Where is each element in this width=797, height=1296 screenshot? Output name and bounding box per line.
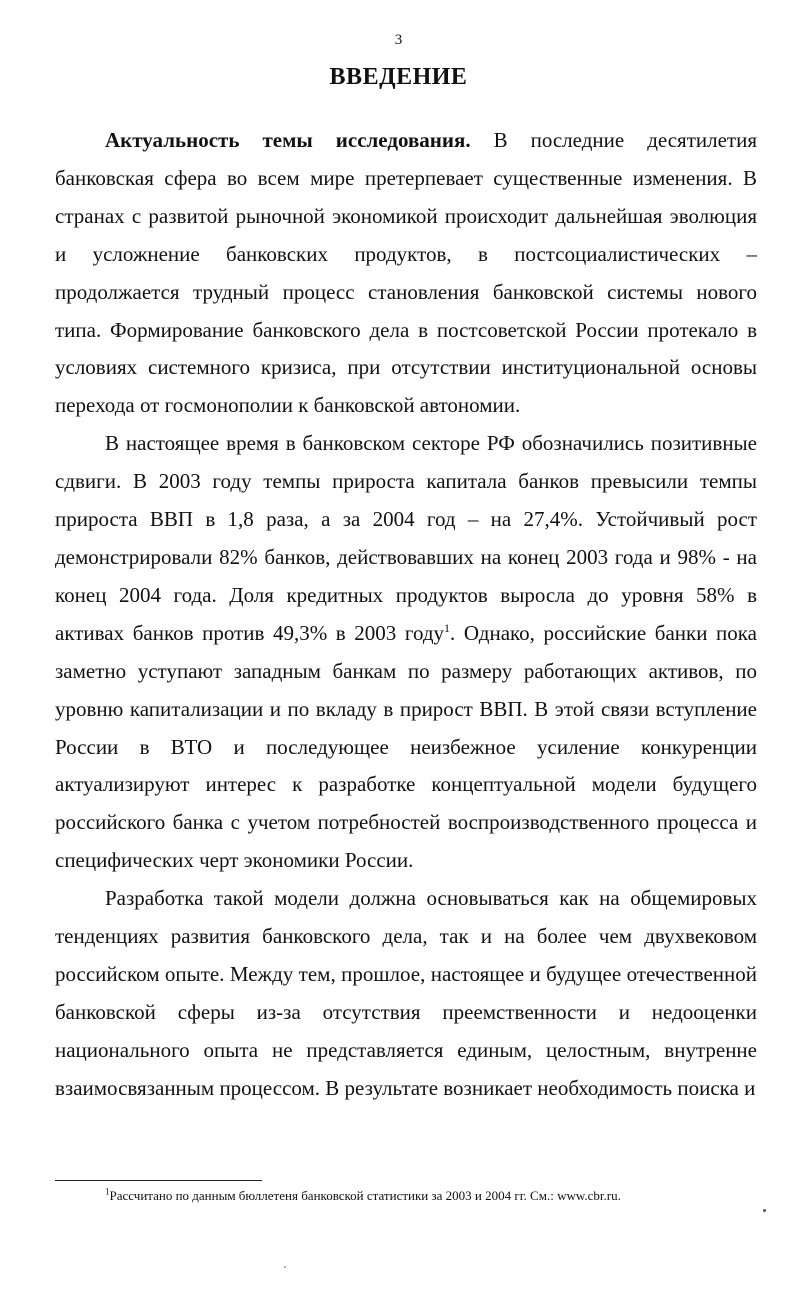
scan-speck [763, 1209, 766, 1212]
paragraph-text: В последние десятилетия банковская сфера во всем мире претерпевает существенные изменения. В странах с развитой рыночной экономикой происходит дальнейшая эволюция и усложнение банковских продуктов, в постсоциалистических – продолжается трудный процесс становления банковской системы нового типа. Формирование банковского дела в постсоветской России протекало в условиях системного кризиса, при отсутствии институциональной основы перехода от госмонополии к банковской автономии. [55, 128, 757, 418]
footnote-reference: 1 [444, 620, 451, 635]
paragraph-text: . Однако, российские банки пока заметно уступают западным банкам по размеру работающих активов, по уровню капитализации и по вкладу в прирост ВВП. В этой связи вступление России в ВТО и последующее неизбежное усиление конкуренции актуализируют интерес к разработке концептуальной модели будущего российского банка с учетом потребностей воспроизводственного процесса и специфических черт экономики России. [55, 620, 757, 873]
paragraph-lead: Актуальность темы исследования. [105, 128, 471, 152]
footnote-divider [55, 1180, 262, 1181]
section-heading: ВВЕДЕНИЕ [329, 64, 468, 90]
page-number: 3 [394, 32, 403, 48]
paragraph-current-state [55, 425, 757, 880]
body-text [55, 122, 757, 1108]
paragraph-text: Разработка такой модели должна основываться как на общемировых тенденциях развития банковского дела, так и на более чем двухвековом российском опыте. Между тем, прошлое, настоящее и будущее отечественной банковской сферы из-за отсутствия преемственности и недооценки национального опыта не представляется единым, целостным, внутренне взаимосвязанным процессом. В результате возникает необходимость поиска и [55, 886, 757, 1100]
paragraph-text: В настоящее время в банковском секторе РФ обозначились позитивные сдвиги. В 2003 году темпы прироста капитала банков превысили темпы прироста ВВП в 1,8 раза, а за 2004 год – на 27,4%. Устойчивый рост демонстрировали 82% банков, действовавших на конец 2003 года и 98% - на конец 2004 года. Доля кредитных продуктов выросла до уровня 58% в активах банков против 49,3% в 2003 году [55, 431, 757, 645]
paragraph-model-development [55, 880, 757, 1107]
footnote [105, 1187, 745, 1205]
paragraph-relevance [55, 122, 757, 425]
footnote-marker: 1 [105, 1186, 110, 1197]
footnote-text: Рассчитано по данным бюллетеня банковской статистики за 2003 и 2004 гг. См.: www.cbr.ru. [109, 1188, 621, 1203]
scan-speck [284, 1266, 286, 1268]
